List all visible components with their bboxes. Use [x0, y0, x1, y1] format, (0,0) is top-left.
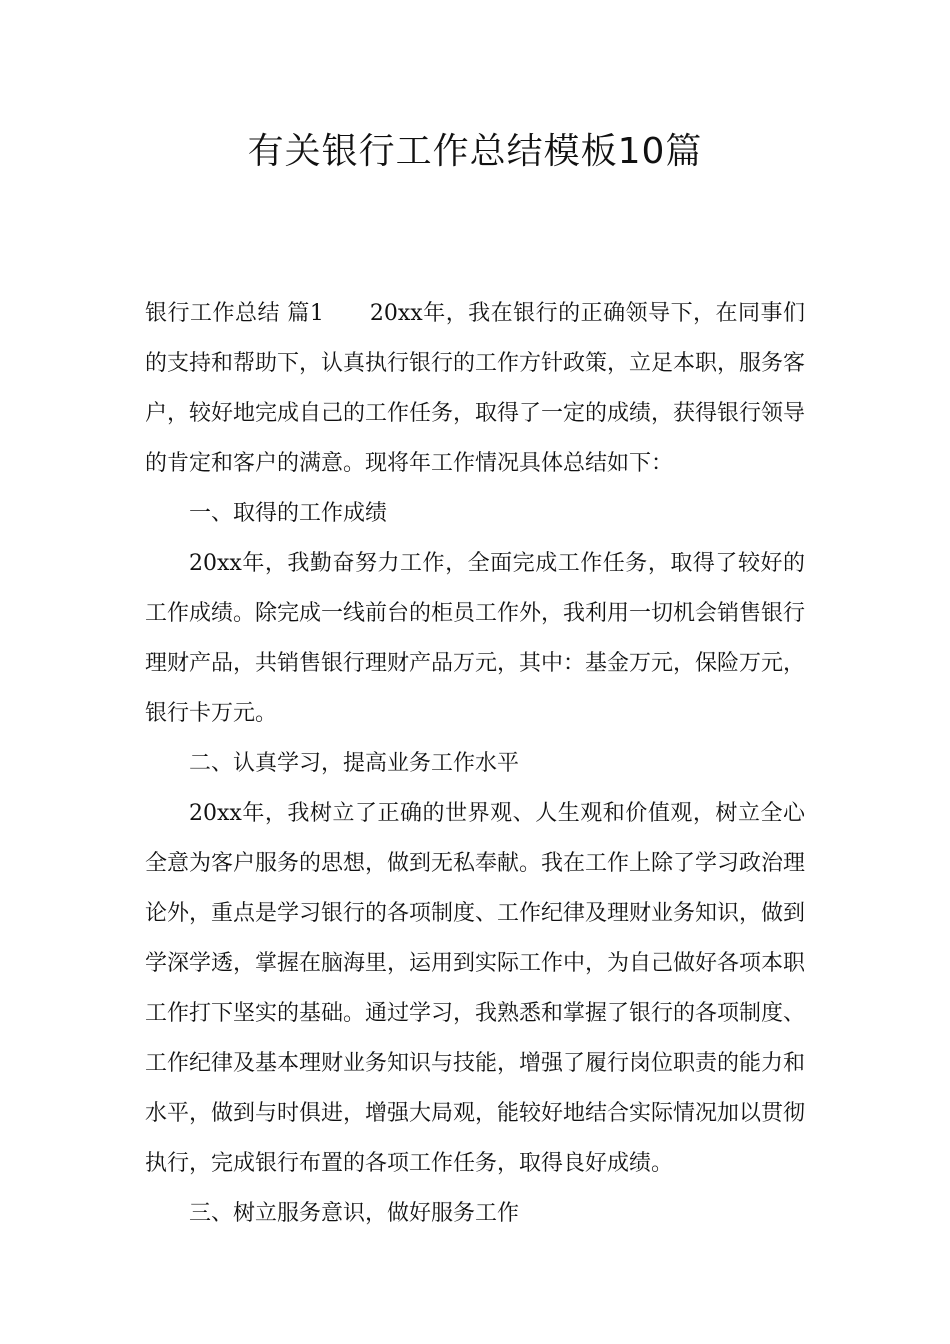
paragraph-achievements: 20xx年，我勤奋努力工作，全面完成工作任务，取得了较好的工作成绩。除完成一线前台的柜员工作外，我利用一切机会销售银行理财产品，共销售银行理财产品万元，其中：基金万元，保险万元，银行卡万元。 [145, 551, 806, 726]
paragraph-text: 20xx年，我在银行的正确领导下，在同事们的支持和帮助下，认真执行银行的工作方针政策，立足本职，服务客户，较好地完成自己的工作任务，取得了一定的成绩，获得银行领导的肯定和客户的满意。现将年工作情况具体总结如下： [145, 301, 806, 476]
section-label: 银行工作总结 篇1 [145, 301, 324, 326]
paragraph-study: 20xx年，我树立了正确的世界观、人生观和价值观，树立全心全意为客户服务的思想，做到无私奉献。我在工作上除了学习政治理论外，重点是学习银行的各项制度、工作纪律及理财业务知识，做到学深学透，掌握在脑海里，运用到实际工作中，为自己做好各项本职工作打下坚实的基础。通过学习，我熟悉和掌握了银行的各项制度、工作纪律及基本理财业务知识与技能，增强了履行岗位职责的能力和水平，做到与时俱进，增强大局观，能较好地结合实际情况加以贯彻执行，完成银行布置的各项工作任务，取得良好成绩。 [145, 801, 806, 1176]
intro-paragraph [145, 289, 805, 489]
document-title: 有关银行工作总结模板10篇 [247, 131, 703, 172]
heading-achievements: 一、取得的工作成绩 [189, 501, 388, 526]
document-body [145, 289, 805, 1239]
heading-study: 二、认真学习，提高业务工作水平 [189, 751, 520, 776]
heading-service: 三、树立服务意识，做好服务工作 [189, 1201, 520, 1226]
